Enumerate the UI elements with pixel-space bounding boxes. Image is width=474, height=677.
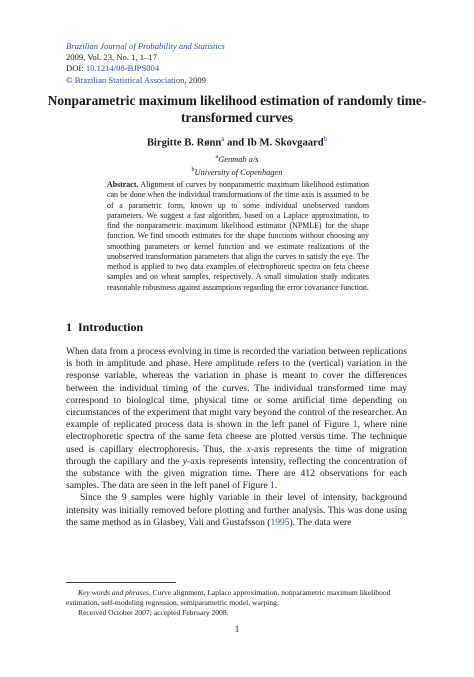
paragraph-1-text-a: When data from a process evolving in time is recorded the variation between replications is both in amplitude and phase. Here amplitude refers to the (vertical) variation in the response variable, whereas the variation in phase is meant to cover the differences between the individual timing of the curves. The individual transformed time may correspond to biological time, physical time or some artificial time depending on circumstances of the experiment that might vary beyond the control of the researcher. An example of replicated process data is shown in the left panel of Figure [66, 346, 407, 431]
affiliation-b-name: University of Copenhagen [194, 168, 283, 178]
author-ronn: Birgitte B. Rønn [146, 137, 222, 149]
author-skovgaard: Ib M. Skovgaard [246, 137, 324, 149]
page-number: 1 [234, 625, 240, 635]
section-title: Introduction [78, 320, 144, 334]
footnote [66, 588, 407, 618]
paragraph-1-text-b: , where nine electrophoretic spectra of the same feta cheese are plotted versus time. The technique used is capillary electrophoresis. Thus, the [66, 419, 407, 455]
paragraph-1-text-d: -axis represents intensity, reflecting the concentration of the substance with the given migration time. There are 412 observations for each samples. The data are seen in the left panel of Figure [66, 455, 408, 492]
journal-header [66, 41, 366, 86]
paragraph-1-text-e: . [274, 480, 278, 492]
section-number: 1 [66, 320, 72, 334]
footnote-rule [66, 582, 176, 583]
received-dates: Received October 2007; accepted February 2008. [78, 608, 229, 617]
paragraph-2-text-b: ). The data were [289, 516, 352, 528]
paragraph-1-text-c: -axis represents the time of migration through the capillary and the [66, 443, 407, 467]
copyright-symbol: © [66, 74, 75, 85]
affiliation-b [40, 165, 434, 178]
paragraph-2 [66, 492, 407, 529]
abstract-text: Alignment of curves by nonparametric maximum likelihood estimation can be done when the individual transformations of the time axis is assumed to be of a parametric form, known up to some individual unobserved random parameters. We suggest a fast algorithm, based on a Laplace approximation, to find the nonparametric maximum likelihood estimator (NPMLE) for the shape function. We find smooth estimates for the shape functions without choosing any smoothing parameters or kernel function and we estimate realizations of the unobserved transformation parameters that align the curves to satisfy the eye. The method is applied to two data examples of electrophoretic spectra on feta cheese samples and on wheat samples, respectively. A small simulation study indicates reasonable robustness against assumptions regarding the error covariance function. [107, 180, 369, 292]
keywords [66, 588, 407, 608]
keywords-label: Key words and phrases. [78, 588, 151, 597]
affiliation-a [40, 152, 434, 165]
body-text [66, 346, 407, 529]
copyright-link[interactable]: Brazilian Statistical Association [74, 74, 185, 85]
citation-1995[interactable]: 1995 [270, 516, 290, 528]
author-line [40, 135, 434, 149]
doi-link[interactable]: 10.1214/08-BJPS004 [85, 63, 160, 74]
doi-line [66, 63, 366, 74]
journal-name: Brazilian Journal of Probability and Statistics [66, 41, 225, 51]
figure-1-ref-2[interactable]: 1 [269, 480, 275, 492]
affiliation-a-name: Genmab a/s [218, 154, 259, 164]
doi-label: DOI: [66, 63, 86, 74]
x-variable: x [246, 443, 251, 455]
section-heading [66, 320, 143, 335]
volume-info: 2009, Vol. 23, No. 1, 1–17 [66, 52, 157, 63]
keywords-text: Curve alignment, Laplace approximation, nonparametric maximum likelihood estimation, self-modeling regression, semiparametric model, warping. [66, 588, 391, 607]
affiliation-ref-a[interactable]: a [221, 135, 225, 143]
affiliation-b-mark: b [191, 167, 195, 174]
paragraph-1 [66, 346, 407, 492]
copyright-line [66, 75, 366, 86]
abstract-label: Abstract. [107, 180, 139, 189]
paragraph-2-text-a: Since the 9 samples were highly variable in their level of intensity, background intensity was initially removed before plotting and further analysis. This was done using the same method as in Glasbey, Vali and Gustafsson ( [66, 492, 407, 528]
paper-title: Nonparametric maximum likelihood estimation of randomly time-transformed curves [47, 93, 427, 125]
copyright-year: , 2009 [184, 74, 206, 85]
affiliation-ref-b[interactable]: b [323, 135, 328, 143]
abstract [107, 180, 369, 293]
y-variable: y [182, 455, 188, 467]
figure-1-ref[interactable]: 1 [352, 419, 358, 431]
author-conjunction: and [224, 137, 247, 149]
affiliation-a-mark: a [215, 154, 219, 160]
affiliations [40, 152, 434, 179]
